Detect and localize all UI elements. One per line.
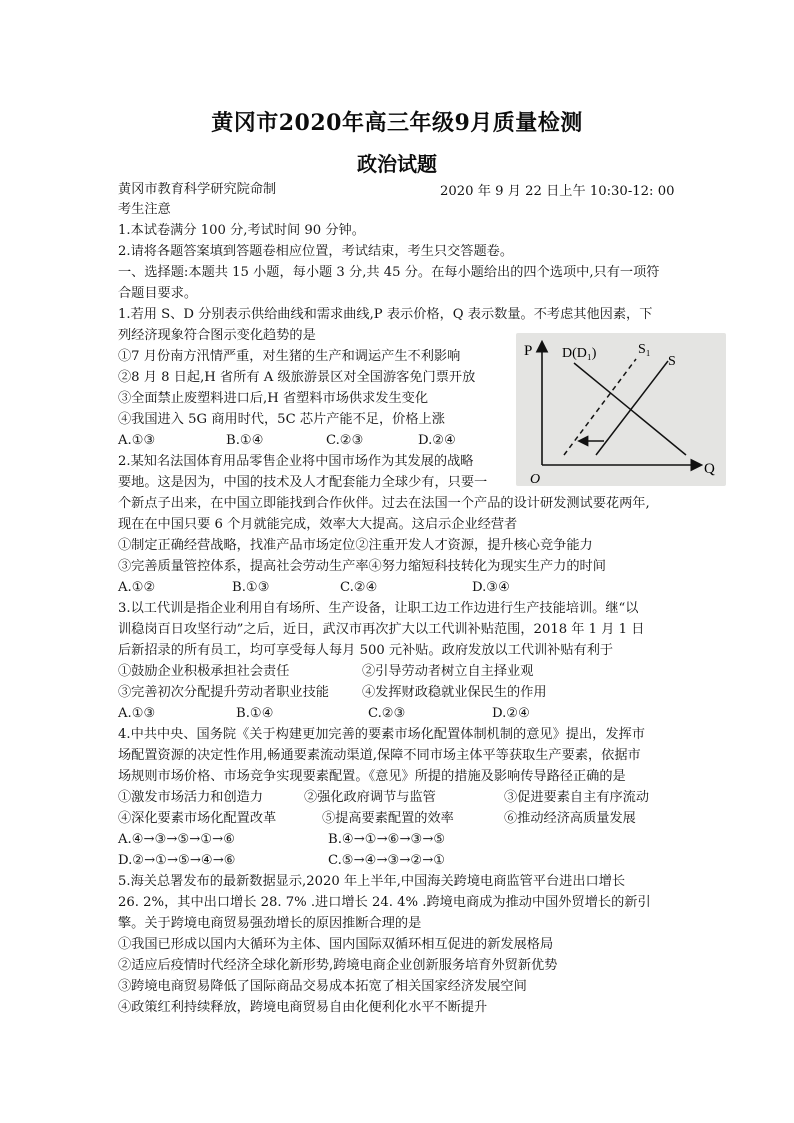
question-2-line: ③完善质量管控体系，提高社会劳动生产率④努力缩短科技转化为现实生产力的时间: [118, 559, 606, 574]
choice-item: ③完善初次分配提升劳动者职业技能: [118, 685, 329, 700]
question-4-options: [118, 830, 445, 850]
question-2-line: 现在在中国只要 6 个月就能完成，效率大大提高。这启示企业经营者: [118, 517, 518, 532]
y-axis-label: P: [524, 343, 533, 359]
question-2-line: 个新点子出来，在中国立即能找到合作伙伴。过去在法国一个产品的设计研发测试要花两年,: [118, 496, 650, 511]
origin-label: O: [530, 472, 541, 486]
question-1-options: [118, 431, 456, 451]
option-c: C.②③: [368, 706, 406, 721]
question-1-stem: 列经济现象符合图示变化趋势的是: [118, 328, 316, 343]
question-1-item: ③全面禁止废塑料进口后,H 省塑料市场供求发生变化: [118, 391, 429, 406]
question-5-line: 26. 2%，其中出口增长 28. 7% .进口增长 24. 4% .跨境电商成为推动中国外贸增长的新引: [118, 895, 651, 910]
question-1-stem: 1.若用 S、D 分别表示供给曲线和需求曲线,P 表示价格，Q 表示数量。不考虑其他因素，下: [118, 307, 653, 322]
choice-item: ①激发市场活力和创造力: [118, 790, 264, 805]
subject-title: 政治试题: [357, 152, 437, 176]
supply-curve-s: [596, 361, 668, 455]
option-b: B.④→①→⑥→③→⑤: [328, 832, 446, 847]
question-3-options: [118, 704, 530, 724]
question-1-item: ②8 月 8 日起,H 省所有 A 级旅游景区对全国游客免门票开放: [118, 370, 476, 385]
option-a: A.①②: [118, 580, 156, 595]
demand-label: D(D₁): [562, 346, 597, 361]
question-1-item: ①7 月份南方汛情严重，对生猪的生产和调运产生不利影响: [118, 349, 461, 364]
exam-title: 黄冈市2020年高三年级9月质量检测: [211, 110, 583, 136]
section-instruction: 一、选择题:本题共 15 小题，每小题 3 分,共 45 分。在每小题给出的四个选项中,只有一项符: [118, 265, 660, 280]
question-4-options: [118, 851, 445, 871]
question-5-line: ②适应后疫情时代经济全球化新形势,跨境电商企业创新服务培育外贸新优势: [118, 958, 558, 973]
option-b: B.①④: [236, 706, 274, 721]
exam-datetime: 2020 年 9 月 22 日上午 10:30-12: 00: [440, 184, 675, 199]
option-c: C.②④: [340, 580, 378, 595]
question-2-line: 要地。这是因为，中国的技术及人才配套能力全球少有，只要一: [118, 475, 488, 490]
option-a: A.①③: [118, 706, 156, 721]
option-b: B.①③: [232, 580, 270, 595]
notice-item: 2.请将各题答案填到答题卷相应位置，考试结束，考生只交答题卷。: [118, 244, 514, 259]
supply-new-label: S₁: [638, 342, 651, 357]
question-5-line: 擎。关于跨境电商贸易强劲增长的原因推断合理的是: [118, 916, 422, 931]
question-4-line: 场规则市场价格、市场竞争实现要素配置。《意见》所提的措施及影响传导路径正确的是: [118, 769, 626, 784]
question-1-item: ④我国进入 5G 商用时代，5C 芯片产能不足，价格上涨: [118, 412, 445, 427]
supply-demand-figure: [516, 333, 726, 486]
choice-item: ④深化要素市场化配置改革: [118, 811, 277, 826]
question-5-line: ①我国已形成以国内大循环为主体、国内国际双循环相互促进的新发展格局: [118, 937, 554, 952]
section-instruction: 合题目要求。: [118, 286, 198, 301]
question-5-line: ④政策红利持续释放，跨境电商贸易自由化便利化水平不断提升: [118, 1000, 488, 1015]
option-a: A.①③: [118, 433, 156, 448]
question-3-items: [118, 662, 533, 682]
question-5-line: 5.海关总署发布的最新数据显示,2020 年上半年,中国海关跨境电商监管平台进出口增长: [118, 874, 626, 889]
question-3-items: [118, 683, 547, 703]
choice-item: ②引导劳动者树立自主择业观: [362, 664, 534, 679]
choice-item: ②强化政府调节与监管: [304, 790, 436, 805]
x-axis-label: Q: [704, 461, 715, 477]
question-2-line: ①制定正确经营战略，找准产品市场定位②注重开发人才资源，提升核心竞争能力: [118, 538, 593, 553]
issuer: 黄冈市教育科学研究院命制: [118, 182, 277, 197]
notice-item: 1.本试卷满分 100 分,考试时间 90 分钟。: [118, 223, 365, 238]
question-3-line: 训稳岗百日攻坚行动”之后，近日，武汉市再次扩大以工代训补贴范围，2018 年 1 月 1 日: [118, 622, 645, 637]
question-4-line: 4.中共中央、国务院《关于构建更加完善的要素市场化配置体制机制的意见》提出，发挥市: [118, 727, 645, 742]
option-d: D.②④: [418, 433, 456, 448]
choice-item: ⑥推动经济高质量发展: [504, 811, 636, 826]
option-c: C.⑤→④→③→②→①: [328, 853, 446, 868]
option-d: D.②→①→⑤→④→⑥: [118, 853, 236, 868]
option-d: D.②④: [492, 706, 530, 721]
question-4-items: [118, 809, 636, 829]
option-c: C.②③: [326, 433, 364, 448]
question-3-line: 后新招录的所有员工，均可享受每人每月 500 元补贴。政府发放以工代训补贴有利于: [118, 643, 614, 658]
option-d: D.③④: [472, 580, 510, 595]
supply-label: S: [668, 354, 676, 369]
notice-heading: 考生注意: [118, 202, 171, 217]
option-a: A.④→③→⑤→①→⑥: [118, 832, 236, 847]
choice-item: ⑤提高要素配置的效率: [322, 811, 454, 826]
question-2-options: [118, 578, 510, 598]
supply-demand-graph: [516, 333, 726, 486]
choice-item: ③促进要素自主有序流动: [504, 790, 650, 805]
option-b: B.①④: [226, 433, 264, 448]
question-4-items: [118, 788, 649, 808]
question-3-line: 3.以工代训是指企业利用自有场所、生产设备，让职工边工作边进行生产技能培训。继“以: [118, 601, 639, 616]
choice-item: ①鼓励企业积极承担社会责任: [118, 664, 290, 679]
question-5-line: ③跨境电商贸易降低了国际商品交易成本拓宽了相关国家经济发展空间: [118, 979, 527, 994]
question-4-line: 场配置资源的决定性作用,畅通要素流动渠道,保障不同市场主体平等获取生产要素，依据市: [118, 748, 641, 763]
question-2-line: 2.某知名法国体育用品零售企业将中国市场作为其发展的战略: [118, 454, 474, 469]
choice-item: ④发挥财政稳就业保民生的作用: [362, 685, 547, 700]
